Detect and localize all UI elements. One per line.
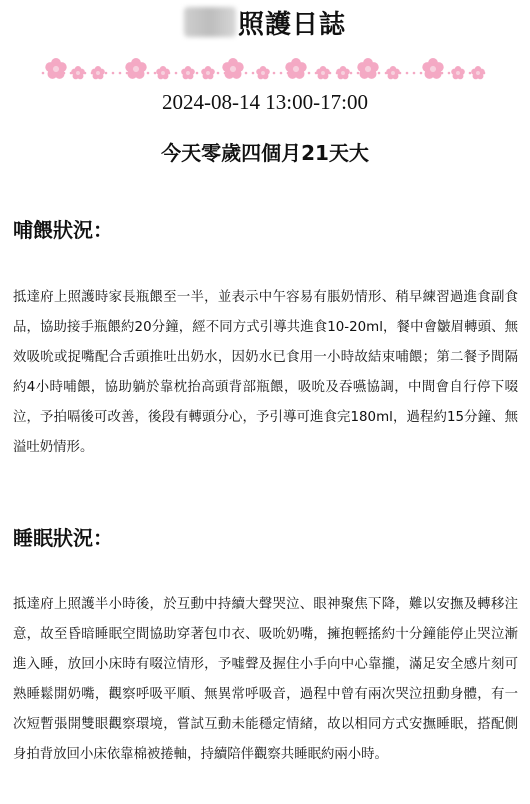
border-dot	[308, 72, 311, 75]
header-title-row	[0, 0, 530, 44]
feeding-paragraph: 抵達府上照護時家長瓶餵至一半，並表示中午容易有脹奶情形、稍早練習過進食副食品，協助接手瓶餵約20分鐘，經不同方式引導共進食10-20ml，餐中會皺眉轉頭、無效吸吮或捉嘴配合舌頭推吐出奶水，因奶水已食用一小時故結束哺餵；第二餐予間隔約4小時哺餵，協助躺於靠枕抬高頭背部瓶餵，吸吮及吞嚥協調，中間會自行停下啜泣，予拍嗝後可改善，後段有轉頭分心，予引導可進食完180ml，過程約15分鐘、無溢吐奶情形。	[13, 290, 518, 455]
flower-icon	[285, 58, 306, 79]
border-dot	[448, 72, 451, 75]
small-flower-icon	[471, 66, 485, 79]
border-dot	[469, 72, 472, 75]
border-dot	[217, 72, 220, 75]
small-flower-icon	[201, 66, 215, 79]
sleep-paragraph: 抵達府上照護半小時後，於互動中持續大聲哭泣、眼神聚焦下降，難以安撫及轉移注意，故至昏暗睡眠空間協助穿著包巾衣、吸吮奶嘴，擁抱輕搖約十分鐘能停止哭泣漸進入睡，放回小床時有啜泣情形，予噓聲及握住小手向中心靠攏，滿足安全感片刻可熟睡鬆開奶嘴，觀察呼吸平順、無異常呼吸音，過程中曾有兩次哭泣扭動身體，有一次短暫張開雙眼觀察環境，嘗試互動未能穩定情緒，故以相同方式安撫睡眠，搭配側身拍背放回小床依靠棉被捲軸，持續陪伴觀察共睡眠約兩小時。	[13, 597, 518, 762]
border-dot	[119, 72, 122, 75]
small-flower-icon	[451, 66, 465, 79]
flower-icon	[125, 58, 146, 79]
border-dot	[252, 72, 255, 75]
sleep-heading: 睡眠狀況：	[13, 526, 113, 550]
border-dot	[245, 72, 248, 75]
small-flower-icon	[181, 66, 195, 79]
border-dot	[105, 72, 108, 75]
date-range: 2024-08-14 13:00-17:00	[162, 90, 368, 114]
pink-flower-border	[38, 56, 493, 86]
border-dot	[413, 72, 416, 75]
border-dot	[196, 72, 199, 75]
small-flower-icon	[336, 66, 350, 79]
flower-icon	[222, 58, 243, 79]
border-dot	[112, 72, 115, 75]
border-dot	[154, 72, 157, 75]
small-flower-icon	[256, 66, 270, 79]
flower-icon	[357, 58, 378, 79]
small-flower-icon	[71, 66, 85, 79]
border-dot	[280, 72, 283, 75]
border-dot	[273, 72, 276, 75]
flower-icon	[45, 58, 66, 79]
small-flower-icon	[316, 66, 330, 79]
border-dot	[420, 72, 423, 75]
feeding-heading: 哺餵狀況：	[13, 218, 113, 242]
small-flower-icon	[91, 66, 105, 79]
border-dot	[42, 72, 45, 75]
small-flower-icon	[156, 66, 170, 79]
page-title: 照護日誌	[237, 9, 346, 40]
baby-age: 今天零歲四個月21天大	[161, 141, 369, 165]
blurred-name-redaction	[184, 7, 236, 37]
border-dot	[175, 72, 178, 75]
border-dot	[350, 72, 353, 75]
border-dot	[378, 72, 381, 75]
border-dot	[406, 72, 409, 75]
border-dot	[147, 72, 150, 75]
border-dot	[357, 72, 360, 75]
small-flower-icon	[386, 66, 400, 79]
flower-icon	[422, 58, 443, 79]
